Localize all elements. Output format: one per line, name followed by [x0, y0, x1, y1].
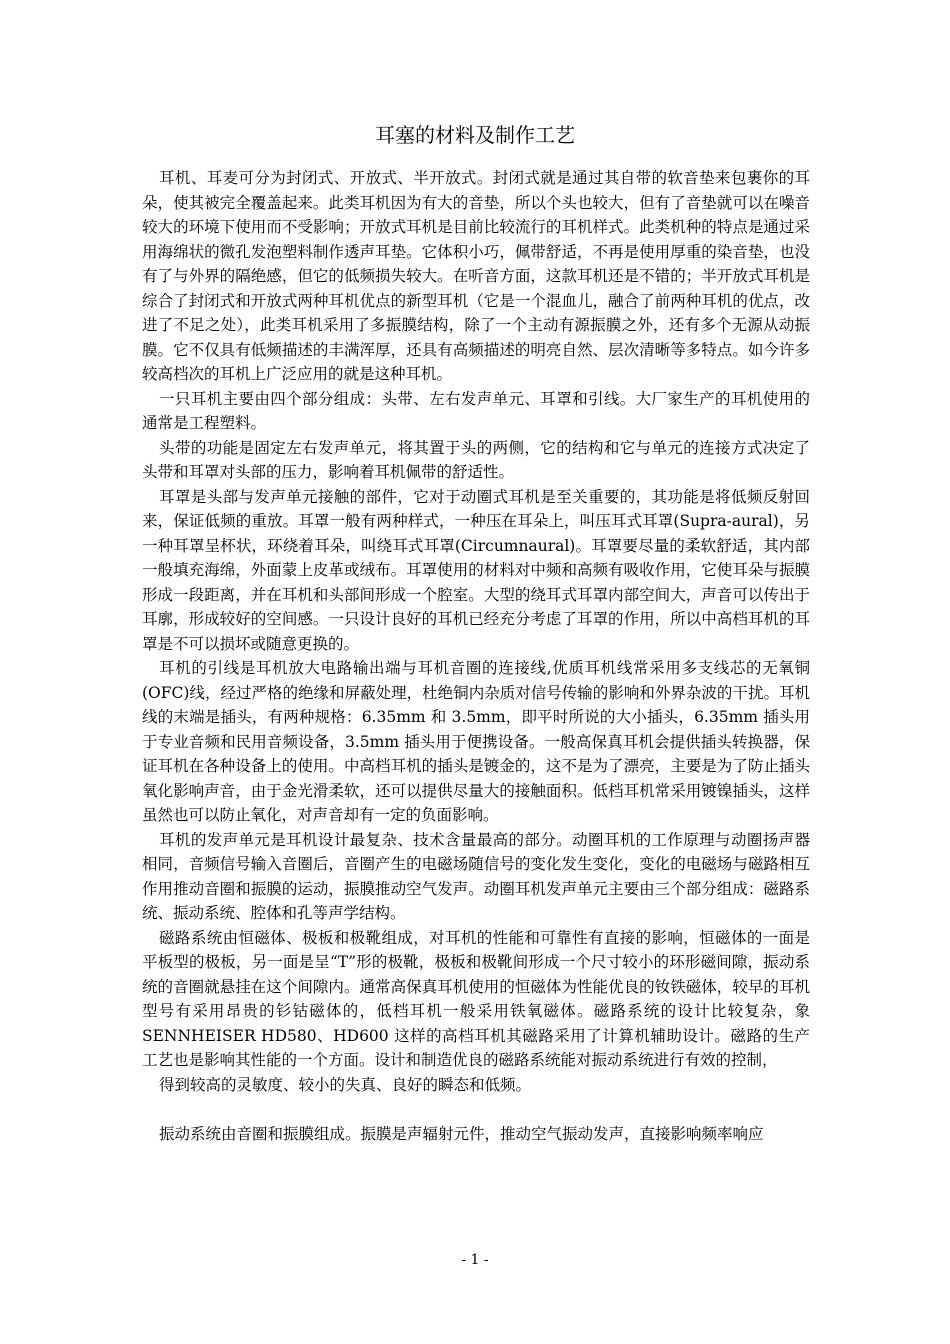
paragraph-magnetic-result: 得到较高的灵敏度、较小的失真、良好的瞬态和低频。	[159, 1075, 532, 1094]
paragraph-vibration-system: 振动系统由音圈和振膜组成。振膜是声辐射元件，推动空气振动发声，直接影响频率响应	[159, 1124, 764, 1143]
paragraph-headband: 头带的功能是固定左右发声单元，将其置于头的两侧，它的结构和它与单元的连接方式决定了头带和耳罩对头部的压力，影响着耳机佩带的舒适性。	[142, 438, 810, 481]
paragraph-cable: 耳机的引线是耳机放大电路输出端与耳机音圈的连接线,优质耳机线常采用多支线芯的无氧铜(OFC)线，经过严格的绝缘和屏蔽处理，杜绝铜内杂质对信号传输的影响和外界杂波的干扰。耳机线的末端是插头，有两种规格：6.35mm 和 3.5mm，即平时所说的大小插头，6.35mm 插头用于专业音频和民用音频设备，3.5mm 插头用于便携设备。一般高保真耳机会提供插头转换器，保证耳机在各种设备上的使用。中高档耳机的插头是镀金的，这不是为了漂亮，主要是为了防止插头氧化影响声音，由于金光滑柔软，还可以提供尽量大的接触面积。低档耳机常采用镀镍插头，这样虽然也可以防止氧化，对声音却有一定的负面影响。	[142, 659, 810, 824]
paragraph-magnetic-system: 磁路系统由恒磁体、极板和极靴组成，对耳机的性能和可靠性有直接的影响，恒磁体的一面是平板型的极板，另一面是呈“T”形的极靴，极板和极靴间形成一个尺寸较小的环形磁间隙，振动系统的音圈就悬挂在这个间隙内。通常高保真耳机使用的恒磁体为性能优良的钕铁磁体，较早的耳机型号有采用昂贵的钐钴磁体的，低档耳机一般采用铁氧磁体。磁路系统的设计比较复杂，象 SENNHEISER HD580、HD600 这样的高档耳机其磁路采用了计算机辅助设计。磁路的生产工艺也是影响其性能的一个方面。设计和制造优良的磁路系统能对振动系统进行有效的控制，	[142, 928, 810, 1069]
paragraph-earcups: 耳罩是头部与发声单元接触的部件，它对于动圈式耳机是至关重要的，其功能是将低频反射回来，保证低频的重放。耳罩一般有两种样式，一种压在耳朵上，叫压耳式耳罩(Supra-aural)，另一种耳罩呈杯状，环绕着耳朵，叫绕耳式耳罩(Circumnaural)。耳罩要尽量的柔软舒适，其内部一般填充海绵，外面蒙上皮革或绒布。耳罩使用的材料对中频和高频有吸收作用，它使耳朵与振膜形成一段距离，并在耳机和头部间形成一个腔室。大型的绕耳式耳罩内部空间大，声音可以传出于耳廓，形成较好的空间感。一只设计良好的耳机已经充分考虑了耳罩的作用，所以中高档耳机的耳罩是不可以损坏或随意更换的。	[142, 487, 810, 653]
page-number: - 1 -	[461, 1252, 489, 1268]
paragraph-headphone-types: 耳机、耳麦可分为封闭式、开放式、半开放式。封闭式就是通过其自带的软音垫来包裹你的耳朵，使其被完全覆盖起来。此类耳机因为有大的音垫，所以个头也较大，但有了音垫就可以在噪音较大的环境下使用而不受影响；开放式耳机是目前比较流行的耳机样式。此类机种的特点是通过采用海绵状的微孔发泡塑料制作透声耳垫。它体积小巧，佩带舒适，不再是使用厚重的染音垫，也没有了与外界的隔绝感，但它的低频损失较大。在听音方面，这款耳机还是不错的；半开放式耳机是综合了封闭式和开放式两种耳机优点的新型耳机（它是一个混血儿，融合了前两种耳机的优点，改进了不足之处），此类耳机采用了多振膜结构，除了一个主动有源振膜之外，还有多个无源从动振膜。它不仅具有低频描述的丰满浑厚，还具有高频描述的明亮自然、层次清晰等多特点。如今许多较高档次的耳机上广泛应用的就是这种耳机。	[142, 169, 810, 383]
document-title: 耳塞的材料及制作工艺	[375, 123, 575, 147]
document-body	[142, 166, 810, 1146]
paragraph-driver-unit: 耳机的发声单元是耳机设计最复杂、技术含量最高的部分。动圈耳机的工作原理与动圈扬声器相同，音频信号输入音圈后，音圈产生的电磁场随信号的变化发生变化，变化的电磁场与磁路相互作用推动音圈和振膜的运动，振膜推动空气发声。动圈耳机发声单元主要由三个部分组成：磁路系统、振动系统、腔体和孔等声学结构。	[142, 830, 810, 922]
paragraph-headphone-components: 一只耳机主要由四个部分组成：头带、左右发声单元、耳罩和引线。大厂家生产的耳机使用的通常是工程塑料。	[142, 389, 810, 432]
